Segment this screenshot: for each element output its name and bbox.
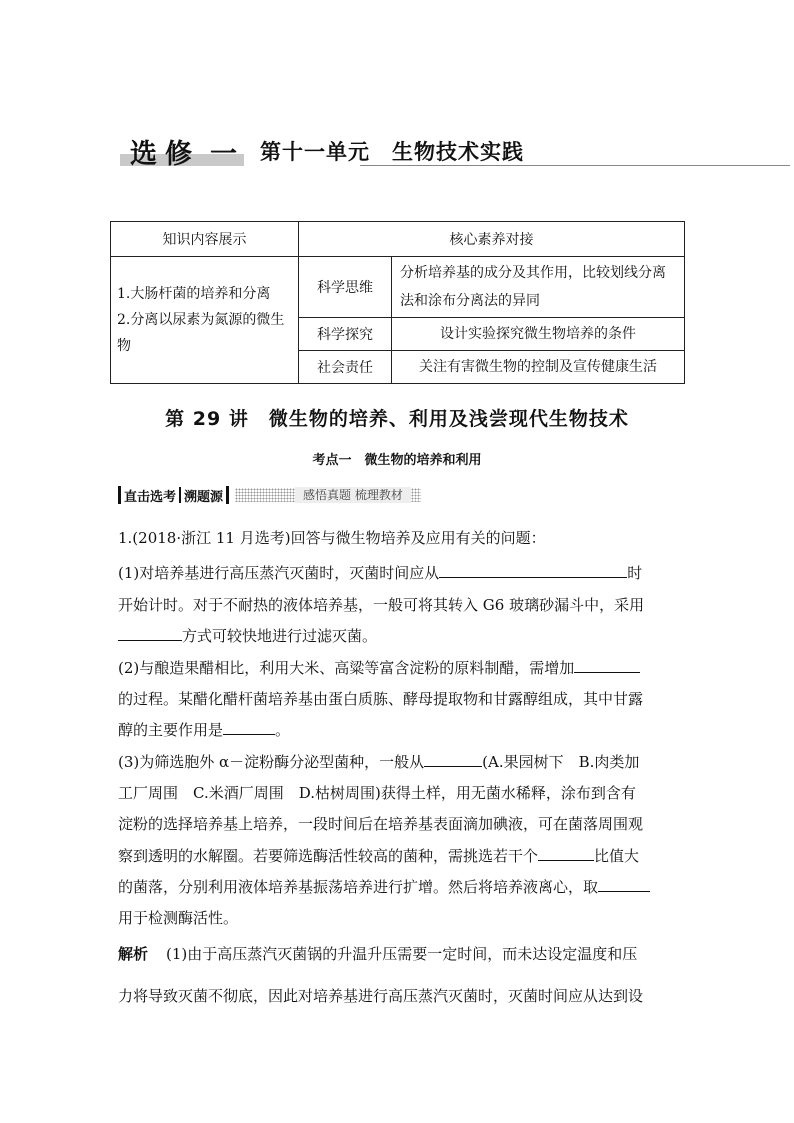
question-line [118,658,640,678]
banner-tag: 直击选考 [124,489,177,505]
unit-title: 第十一单元 生物技术实践 [260,140,524,164]
question-line [118,563,642,583]
literacy-category: 科学探究 [299,318,392,351]
analysis-text: (1)由于高压蒸汽灭菌锅的升温升压需要一定时间，而未达设定温度和压 [166,945,638,963]
question-stem: 1.(2018·浙江 11 月选考)回答与微生物培养及应用有关的问题： [118,529,546,547]
question-text: (3)为筛选胞外 α－淀粉酶分泌型菌种，一般从 [118,753,425,771]
answer-blank[interactable] [538,846,594,861]
banner-subtitle: 感悟真题 梳理教材 [295,487,411,503]
banner-dots [411,488,421,502]
literacy-category: 科学思维 [299,257,392,318]
question-line: 的过程。某醋化醋杆菌培养基由蛋白质胨、酵母提取物和甘露醇组成，其中甘露 [118,690,644,708]
question-line [118,846,639,866]
question-text: 的菌落，分别利用液体培养基振荡培养进行扩增。然后将培养液离心，取 [118,878,599,896]
question-line [118,626,377,646]
literacy-category: 社会责任 [299,351,392,384]
question-line [118,877,650,897]
banner-dots [235,488,295,502]
question-text: (2)与酿造果醋相比，利用大米、高粱等富含淀粉的原料制醋，需增加 [118,659,575,677]
answer-blank[interactable] [118,626,182,641]
question-line [118,720,290,740]
question-line: 淀粉的选择培养基上培养，一段时间后在培养基表面滴加碘液，可在菌落周围观 [118,815,644,833]
answer-blank[interactable] [439,563,627,578]
answer-blank[interactable] [574,658,640,673]
table-header-knowledge: 知识内容展示 [111,222,299,257]
answer-blank[interactable] [424,752,482,767]
question-text: (A.果园树下 B.肉类加 [482,753,640,771]
banner-bar [226,486,229,504]
answer-blank[interactable] [223,720,275,735]
knowledge-content-cell [111,257,299,384]
literacy-description: 设计实验探究微生物培养的条件 [392,318,685,351]
analysis-label: 解析 [118,945,149,963]
question-line [118,752,639,772]
banner-tag: 溯题源 [184,489,224,505]
question-text: 察到透明的水解圈。若要筛选酶活性较高的菌种，需挑选若干个 [118,847,539,865]
question-line: 开始计时。对于不耐热的液体培养基，一般可将其转入 G6 玻璃砂漏斗中，采用 [118,596,645,614]
literacy-description: 关注有害微生物的控制及宣传健康生活 [392,351,685,384]
question-text: (1)对培养基进行高压蒸汽灭菌时，灭菌时间应从 [118,564,440,582]
question-text: 时 [627,564,643,582]
knowledge-table [110,221,685,384]
analysis-line [118,944,637,964]
unit-header [120,132,670,172]
question-line: 用于检测酶活性。 [118,909,239,927]
elective-label: 选修 [130,139,200,170]
analysis-line: 力将导致灭菌不彻底，因此对培养基进行高压蒸汽灭菌时，灭菌时间应从达到设 [118,987,644,1005]
section-title: 考点一 微生物的培养和利用 [312,453,482,468]
table-header-row [111,222,685,257]
elective-number: 一 [210,139,237,170]
question-text: 醇的主要作用是 [118,721,224,739]
question-line: 工厂周围 C.米酒厂周围 D.枯树周围)获得土样，用无菌水稀释，涂布到含有 [118,784,636,802]
question-text: 方式可较快地进行过滤灭菌。 [182,627,378,645]
knowledge-item: 1.大肠杆菌的培养和分离 [117,286,271,302]
lecture-title: 第 29 讲 微生物的培养、利用及浅尝现代生物技术 [165,408,629,430]
question-text: 。 [275,721,291,739]
question-text: 比值大 [594,847,640,865]
answer-blank[interactable] [598,877,650,892]
knowledge-item: 2.分离以尿素为氮源的微生物 [117,312,285,354]
table-header-literacy: 核心素养对接 [299,222,685,257]
section-banner [118,485,421,505]
literacy-description: 分析培养基的成分及其作用，比较划线分离法和涂布分离法的异同 [392,257,685,318]
table-row [111,257,685,318]
